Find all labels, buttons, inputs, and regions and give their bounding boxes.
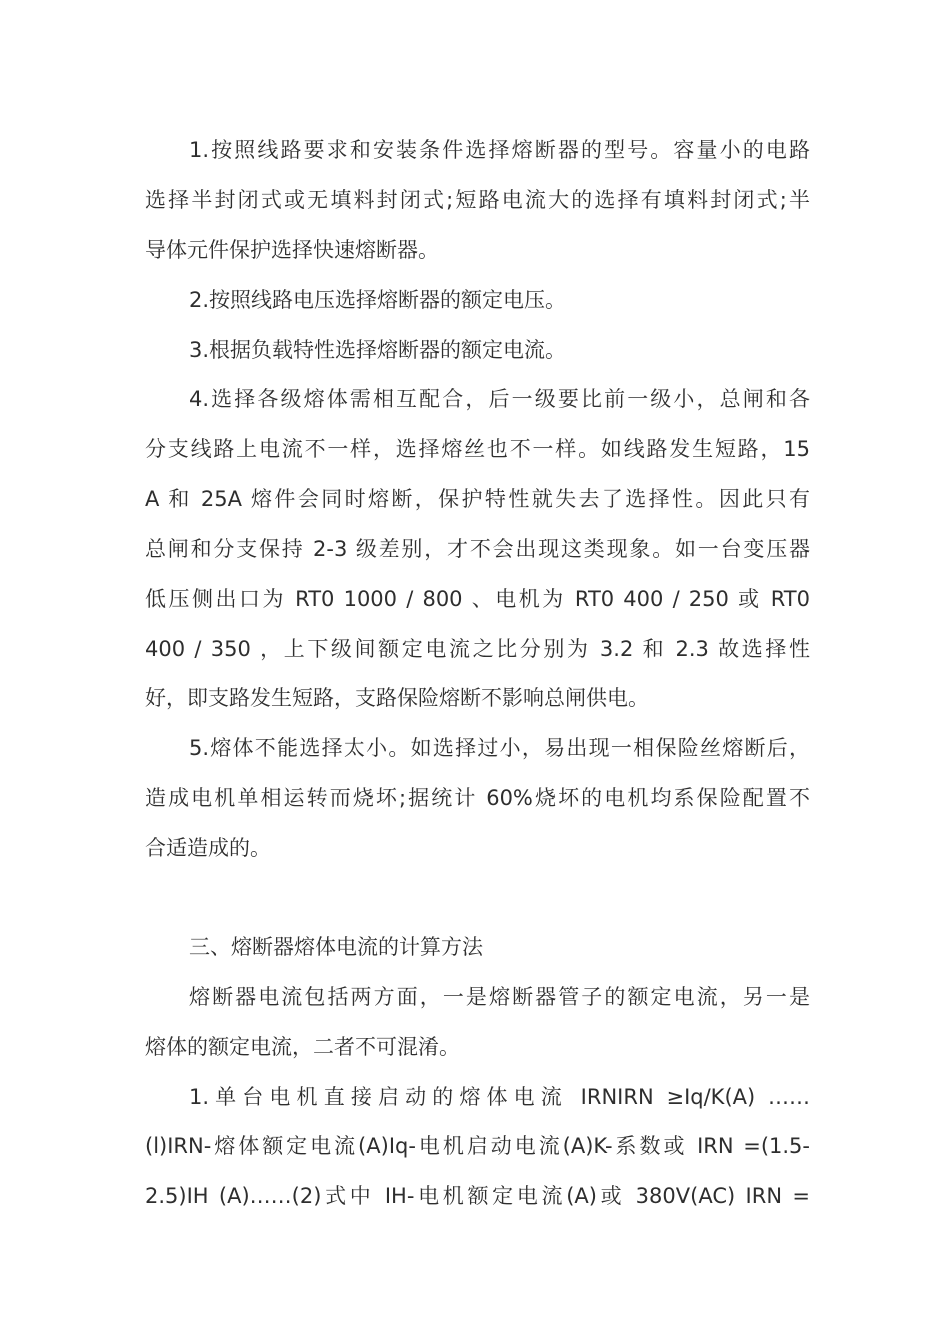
text-line-3: 导体元件保护选择快速熔断器。 [145,238,439,262]
text-line-11: 400 / 350 ，上下级间额定电流之比分别为 3.2 和 2.3 故选择性 [145,637,810,661]
text-line-5: 3.根据负载特性选择熔断器的额定电流。 [189,338,567,362]
text-line-1: 1.按照线路要求和安装条件选择熔断器的型号。容量小的电路 [189,138,810,162]
text-line-10: 低压侧出口为 RT0 1000 / 800 、电机为 RT0 400 / 250 或 RT0 [145,587,810,611]
text-line-18: 熔体的额定电流，二者不可混淆。 [145,1035,460,1059]
text-line-8: A 和 25A 熔件会同时熔断，保护特性就失去了选择性。因此只有 [145,487,810,511]
text-line-20: (l)IRN-熔体额定电流(A)Iq-电机启动电流(A)K-系数或 IRN =(1.5- [145,1134,810,1158]
text-line-14: 造成电机单相运转而烧坏;据统计 60%烧坏的电机均系保险配置不 [145,786,810,810]
text-line-19: 1.单台电机直接启动的熔体电流 IRNIRN ≥Iq/K(A) …… [189,1085,810,1109]
text-line-15: 合适造成的。 [145,836,271,860]
text-line-9: 总闸和分支保持 2-3 级差别，才不会出现这类现象。如一台变压器 [145,537,810,561]
text-line-21: 2.5)IH (A)……(2)式中 IH-电机额定电流(A)或 380V(AC) IRN = [145,1184,810,1208]
text-line-4: 2.按照线路电压选择熔断器的额定电压。 [189,288,567,312]
text-line-2: 选择半封闭式或无填料封闭式;短路电流大的选择有填料封闭式;半 [145,188,810,212]
text-line-6: 4.选择各级熔体需相互配合，后一级要比前一级小，总闸和各 [189,387,810,411]
text-line-13: 5.熔体不能选择太小。如选择过小，易出现一相保险丝熔断后， [189,736,810,760]
text-line-7: 分支线路上电流不一样，选择熔丝也不一样。如线路发生短路，15 [145,437,810,461]
text-line-17: 熔断器电流包括两方面，一是熔断器管子的额定电流，另一是 [189,985,810,1009]
text-line-12: 好，即支路发生短路，支路保险熔断不影响总闸供电。 [145,686,649,710]
section-heading: 三、熔断器熔体电流的计算方法 [189,935,483,959]
